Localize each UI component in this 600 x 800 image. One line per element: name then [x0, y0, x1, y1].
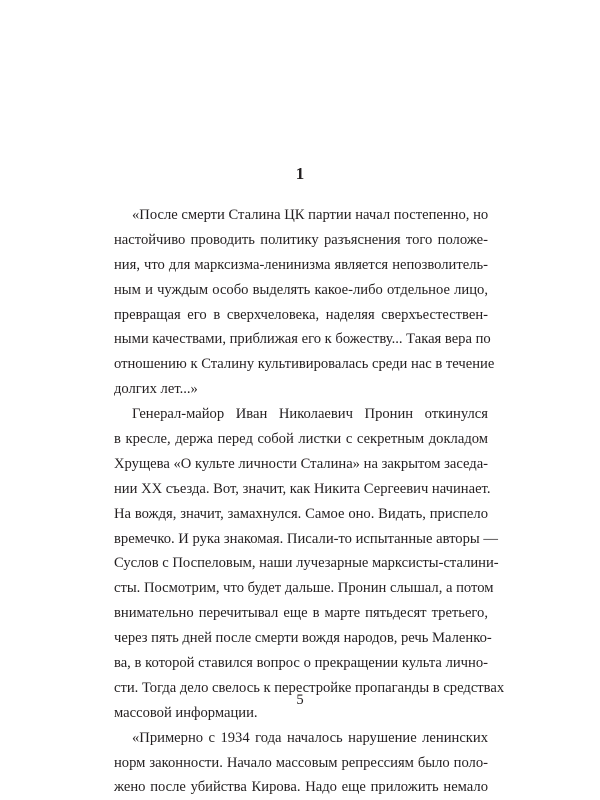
- text-line: внимательно перечитывал еще в марте пятьдесят третьего,: [114, 605, 488, 622]
- chapter-number: 1: [295, 164, 305, 183]
- text-line: Суслов с Поспеловым, наши лучезарные марксисты-сталини-: [114, 555, 499, 572]
- text-line: Генерал-майор Иван Николаевич Пронин откинулся: [132, 406, 488, 423]
- text-line: массовой информации.: [114, 704, 258, 721]
- text-line: ными качествами, приближая его к божеству... Такая вера по: [114, 331, 491, 348]
- text-line: сты. Посмотрим, что будет дальше. Пронин слышал, а потом: [114, 580, 494, 597]
- page-number: 5: [296, 692, 304, 708]
- text-line: Хрущева «О культе личности Сталина» на закрытом заседа-: [114, 455, 489, 472]
- text-line: жено после убийства Кирова. Надо еще приложить немало: [114, 779, 488, 796]
- body-text: [114, 203, 505, 800]
- text-line: «Примерно с 1934 года началось нарушение ленинских: [132, 729, 488, 746]
- text-line: На вождя, значит, замахнулся. Самое оно. Видать, приспело: [114, 505, 488, 522]
- text-line: времечко. И рука знакомая. Писали-то испытанные авторы —: [114, 530, 498, 547]
- text-line: норм законности. Начало массовым репрессиям было поло-: [114, 754, 488, 771]
- text-line: настойчиво проводить политику разъяснения того положе-: [114, 231, 488, 248]
- text-line: отношению к Сталину культивировалась среди нас в течение: [114, 356, 495, 373]
- text-line: превращая его в сверхчеловека, наделяя сверхъестествен-: [114, 306, 488, 323]
- text-line: через пять дней после смерти вождя народов, речь Маленко-: [114, 630, 492, 647]
- text-line: ния, что для марксизма-ленинизма является непозволитель-: [114, 256, 488, 273]
- text-line: сти. Тогда дело свелось к перестройке пропаганды в средствах: [114, 679, 505, 696]
- text-line: «После смерти Сталина ЦК партии начал постепенно, но: [132, 207, 489, 223]
- text-line: ва, в которой ставился вопрос о прекращении культа лично-: [114, 655, 488, 672]
- text-line: в кресле, держа перед собой листки с секретным докладом: [114, 431, 488, 448]
- text-line: нии XX съезда. Вот, значит, как Никита Сергеевич начинает.: [114, 480, 491, 497]
- text-line: долгих лет...»: [114, 381, 198, 398]
- text-line: ным и чуждым особо выделять какое-либо отдельное лицо,: [114, 281, 488, 298]
